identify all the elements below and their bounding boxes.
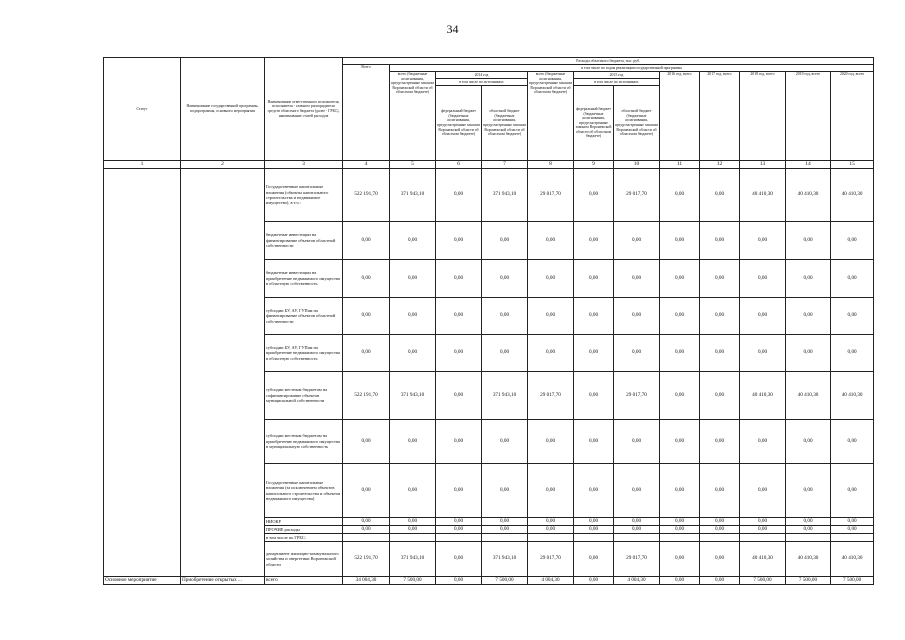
value-cell: 0,00 [482,222,528,260]
value-cell: 0,00 [574,420,614,464]
header-regional-2014: областной бюджет (бюджетные ассигнования, предусмотренные законом Воронежской области об областном бюджете) [482,86,528,161]
header-year-2015: 2015 год [574,72,660,79]
value-cell: 0,00 [831,260,874,298]
value-cell: 0,00 [660,298,700,335]
column-number: 2 [181,161,265,169]
value-cell: 40 410,30 [831,169,874,222]
row-label: департамент жилищно-коммунального хозяйства и энергетики Воронежской области [265,542,343,577]
value-cell: 0,00 [700,298,740,335]
header-incl-sources-2014: в том числе по источникам: [436,79,528,86]
value-cell: 522 191,70 [343,372,390,420]
value-cell: 0,00 [574,518,614,526]
value-cell: 29 017,70 [528,542,574,577]
value-cell: 0,00 [343,518,390,526]
column-number: 8 [528,161,574,169]
value-cell: 29 017,70 [614,169,660,222]
value-cell: 0,00 [574,222,614,260]
column-number: 4 [343,161,390,169]
value-cell: 0,00 [740,298,786,335]
last-row-label: всего [265,577,343,585]
value-cell: 371 943,10 [482,372,528,420]
row-label: бюджетные инвестиции на финансирование объектов областной собственности [265,222,343,260]
value-cell: 0,00 [343,222,390,260]
column-number: 9 [574,161,614,169]
row-label: субсидии БУ, АУ, ГУПам на финансирование объектов областной собственности [265,298,343,335]
value-cell: 7 500,00 [831,577,874,585]
value-cell: 0,00 [660,420,700,464]
column-number: 12 [700,161,740,169]
value-cell: 0,00 [482,298,528,335]
value-cell: 29 017,70 [528,372,574,420]
row-label: субсидии местным бюджетам на приобретение недвижимого имущества в муниципальную собственность [265,420,343,464]
value-cell: 0,00 [574,464,614,518]
value-cell: 29 017,70 [614,372,660,420]
value-cell: 0,00 [390,420,436,464]
value-cell: 0,00 [436,464,482,518]
value-cell: 0,00 [436,542,482,577]
value-cell: 0,00 [482,464,528,518]
value-cell [740,534,786,542]
page-number: 34 [446,22,459,36]
value-cell: 0,00 [700,260,740,298]
value-cell: 40 410,30 [740,372,786,420]
value-cell: 0,00 [740,518,786,526]
value-cell: 0,00 [614,260,660,298]
column-number: 11 [660,161,700,169]
column-numbers-row [104,161,874,169]
value-cell: 0,00 [831,518,874,526]
column-number: 7 [482,161,528,169]
value-cell: 0,00 [390,260,436,298]
value-cell: 0,00 [786,420,831,464]
value-cell: 0,00 [528,335,574,372]
value-cell: 0,00 [482,518,528,526]
value-cell: 0,00 [343,260,390,298]
value-cell: 0,00 [786,298,831,335]
value-cell: 0,00 [831,464,874,518]
value-cell: 0,00 [614,298,660,335]
column-number: 10 [614,161,660,169]
value-cell: 0,00 [528,222,574,260]
header-expenses-title: Расходы областного бюджета, тыс. руб. [343,58,874,65]
value-cell [660,534,700,542]
value-cell: 0,00 [528,420,574,464]
value-cell [614,534,660,542]
value-cell: 0,00 [574,542,614,577]
value-cell: 7 500,00 [482,577,528,585]
value-cell: 371 943,10 [482,542,528,577]
row-label: ПРОЧИЕ расходы [265,526,343,534]
value-cell: 0,00 [390,335,436,372]
value-cell: 0,00 [740,260,786,298]
value-cell: 0,00 [436,420,482,464]
value-cell: 40 410,30 [786,372,831,420]
value-cell: 0,00 [831,298,874,335]
header-total-2014: всего (бюджетные ассигнования, предусмотренные законом Воронежской области об областном бюджете) [390,72,436,161]
value-cell: 0,00 [614,464,660,518]
value-cell: 371 943,10 [390,372,436,420]
value-cell: 0,00 [700,420,740,464]
value-cell: 0,00 [436,335,482,372]
column-number: 15 [831,161,874,169]
value-cell: 0,00 [343,464,390,518]
value-cell: 0,00 [436,169,482,222]
value-cell [436,534,482,542]
program-cell [181,169,265,577]
value-cell: 0,00 [528,464,574,518]
value-cell: 0,00 [574,577,614,585]
value-cell: 0,00 [700,518,740,526]
value-cell: 0,00 [436,222,482,260]
value-cell: 0,00 [831,335,874,372]
last-row-program: Приобретение открытых ... [181,577,265,585]
value-cell: 0,00 [660,372,700,420]
value-cell: 0,00 [614,518,660,526]
value-cell: 0,00 [660,464,700,518]
value-cell: 0,00 [482,526,528,534]
value-cell: 0,00 [390,464,436,518]
column-number: 6 [436,161,482,169]
value-cell: 0,00 [660,222,700,260]
value-cell: 0,00 [831,222,874,260]
value-cell: 40 410,30 [786,542,831,577]
value-cell: 0,00 [574,260,614,298]
value-cell: 0,00 [482,420,528,464]
value-cell [390,534,436,542]
value-cell: 0,00 [436,526,482,534]
value-cell: 0,00 [343,420,390,464]
value-cell: 0,00 [786,526,831,534]
header-year-2020: 2020 год, всего [831,72,874,161]
value-cell: 29 017,70 [614,542,660,577]
value-cell [700,534,740,542]
table-row-main-activity [104,577,874,585]
value-cell: 0,00 [700,464,740,518]
value-cell: 40 410,30 [740,542,786,577]
row-label: бюджетные инвестиции на приобретение недвижимого имущества в областную собственность [265,260,343,298]
value-cell: 0,00 [574,298,614,335]
value-cell: 0,00 [343,526,390,534]
value-cell: 0,00 [528,298,574,335]
value-cell: 371 943,10 [482,169,528,222]
value-cell: 0,00 [614,222,660,260]
value-cell: 40 410,30 [831,542,874,577]
value-cell: 0,00 [436,577,482,585]
value-cell: 0,00 [740,526,786,534]
value-cell: 0,00 [740,420,786,464]
value-cell: 0,00 [436,518,482,526]
header-federal-2015: федеральный бюджет (бюджетные ассигнования, предусмотренные законом Воронежской области об областном бюджете) [574,86,614,161]
column-number: 14 [786,161,831,169]
value-cell: 0,00 [614,420,660,464]
value-cell: 0,00 [528,526,574,534]
value-cell: 0,00 [660,526,700,534]
value-cell: 0,00 [574,526,614,534]
value-cell: 0,00 [700,542,740,577]
value-cell: 522 191,70 [343,542,390,577]
header-program-name: Наименование государственной программы, подпрограммы, основного мероприятия [181,58,265,161]
value-cell [831,534,874,542]
value-cell: 0,00 [831,526,874,534]
value-cell [482,534,528,542]
value-cell: 0,00 [436,298,482,335]
value-cell: 40 410,30 [786,169,831,222]
value-cell: 0,00 [343,335,390,372]
value-cell: 0,00 [574,372,614,420]
value-cell: 0,00 [700,222,740,260]
value-cell: 0,00 [528,260,574,298]
value-cell: 371 943,10 [390,169,436,222]
value-cell [343,534,390,542]
status-cell [104,169,181,577]
value-cell: 0,00 [574,335,614,372]
value-cell [574,534,614,542]
header-year-2019: 2019 год, всего [786,72,831,161]
value-cell: 0,00 [660,518,700,526]
value-cell: 7 500,00 [740,577,786,585]
value-cell: 0,00 [390,222,436,260]
header-year-2018: 2018 год, всего [740,72,786,161]
row-label: Государственные капитальные вложения (за исключением объектов капитального строительства и объектов недвижимого имущества) [265,464,343,518]
value-cell: 0,00 [660,260,700,298]
header-regional-2015: областной бюджет (бюджетные ассигнования, предусмотренные законом Воронежской области об областном бюджете) [614,86,660,161]
value-cell: 0,00 [700,169,740,222]
value-cell: 0,00 [574,169,614,222]
value-cell: 0,00 [436,372,482,420]
value-cell: 7 500,00 [390,577,436,585]
table-row [104,169,874,222]
value-cell: 40 410,30 [740,169,786,222]
value-cell: 0,00 [390,518,436,526]
column-number: 3 [265,161,343,169]
value-cell: 0,00 [482,335,528,372]
header-year-2016: 2016 год, всего [660,72,700,161]
value-cell: 0,00 [786,222,831,260]
value-cell: 7 500,00 [786,577,831,585]
column-number: 1 [104,161,181,169]
last-row-status: Основное мероприятие [104,577,181,585]
value-cell: 40 410,30 [831,372,874,420]
header-year-2017: 2017 год, всего [700,72,740,161]
column-number: 13 [740,161,786,169]
value-cell: 0,00 [740,222,786,260]
value-cell: 0,00 [786,260,831,298]
header-total: Всего [343,65,390,161]
header-total-2015: всего (бюджетные ассигнования, предусмотренные законом Воронежской области об областном бюджете) [528,72,574,161]
row-label: субсидии местным бюджетам на софинансирование объектов муниципальной собственности [265,372,343,420]
value-cell: 0,00 [786,518,831,526]
value-cell: 0,00 [700,372,740,420]
value-cell: 34 004,30 [343,577,390,585]
value-cell: 0,00 [660,335,700,372]
value-cell: 0,00 [786,335,831,372]
value-cell: 0,00 [660,169,700,222]
header-responsible: Наименование ответственного исполнителя, исполнителя - главного распорядителя средств областного бюджета (далее - ГРБС), наименование статей расходов [265,58,343,161]
value-cell: 0,00 [700,577,740,585]
value-cell: 522 191,70 [343,169,390,222]
value-cell: 0,00 [614,526,660,534]
row-label: Государственные капитальные вложения (объекты капитального строительства и недвижимое имущество), в т.ч.: [265,169,343,222]
value-cell: 0,00 [482,260,528,298]
value-cell: 0,00 [343,298,390,335]
value-cell: 0,00 [660,542,700,577]
value-cell: 0,00 [436,260,482,298]
header-year-2014: 2014 год [436,72,528,79]
value-cell: 0,00 [528,518,574,526]
value-cell: 0,00 [831,420,874,464]
value-cell: 0,00 [390,298,436,335]
value-cell: 4 004,30 [528,577,574,585]
row-label: НИОКР [265,518,343,526]
value-cell: 0,00 [786,464,831,518]
value-cell: 0,00 [390,526,436,534]
value-cell: 0,00 [660,577,700,585]
row-label: в том числе по ГРБС: [265,534,343,542]
header-status: Статус [104,58,181,161]
value-cell [528,534,574,542]
value-cell: 371 943,10 [390,542,436,577]
header-by-years: в том числе по годам реализации государственной программы [390,65,874,72]
row-label: субсидии БУ, АУ, ГУПам на приобретение недвижимого имущества в областную собственность [265,335,343,372]
column-number: 5 [390,161,436,169]
value-cell: 0,00 [700,526,740,534]
value-cell: 29 017,70 [528,169,574,222]
value-cell [786,534,831,542]
value-cell: 0,00 [740,335,786,372]
value-cell: 0,00 [740,464,786,518]
header-incl-sources-2015: в том числе по источникам: [574,79,660,86]
value-cell: 4 004,30 [614,577,660,585]
value-cell: 0,00 [700,335,740,372]
value-cell: 0,00 [614,335,660,372]
budget-table [103,57,874,585]
header-federal-2014: федеральный бюджет (бюджетные ассигнования, предусмотренные законом Воронежской области об областном бюджете) [436,86,482,161]
